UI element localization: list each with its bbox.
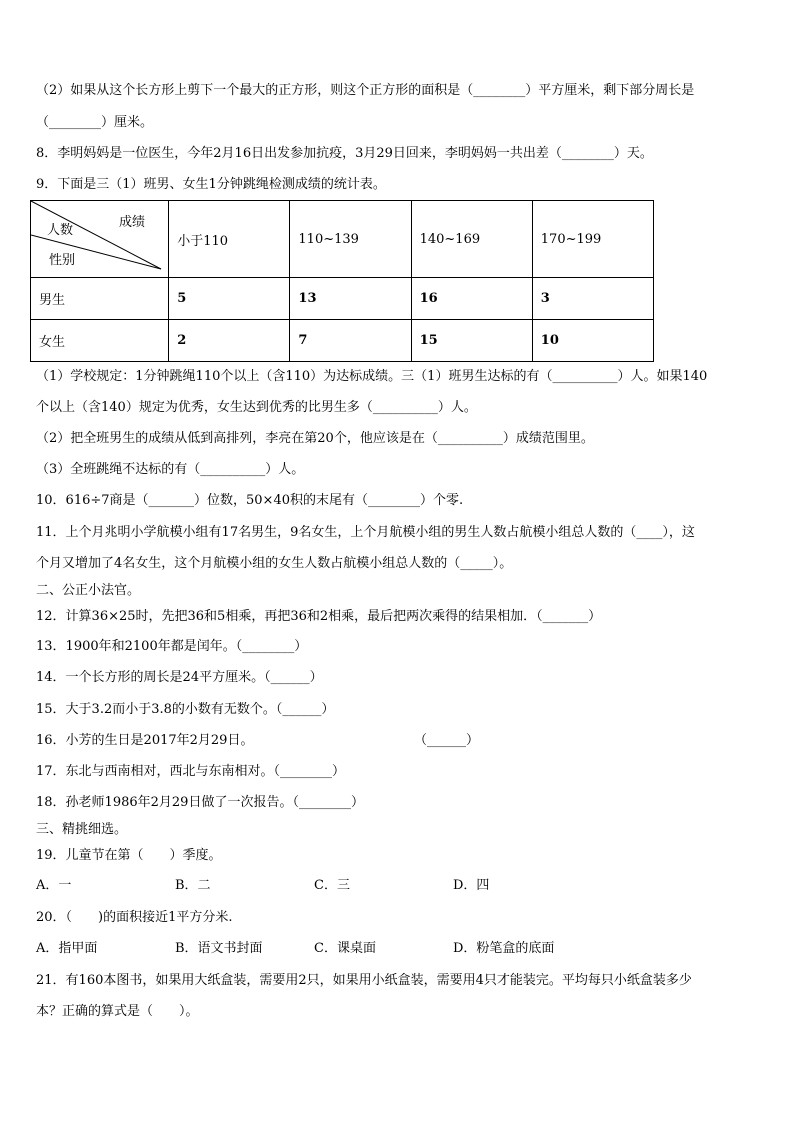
table-cell: 2 <box>169 320 290 362</box>
row-label: 女生 <box>31 320 169 362</box>
row-label: 男生 <box>31 278 169 320</box>
table-row-boys <box>31 278 654 320</box>
q19-option-b[interactable]: B．二 <box>175 878 211 893</box>
q20-option-a[interactable]: A．指甲面 <box>36 941 98 956</box>
column-header: 170~199 <box>532 201 653 278</box>
table-cell: 10 <box>532 320 653 362</box>
table-row-girls <box>31 320 654 362</box>
q7-part2-line2: （________）厘米。 <box>36 115 154 130</box>
table-cell: 5 <box>169 278 290 320</box>
q21-line2: 本？正确的算式是（ ）。 <box>36 1004 199 1019</box>
q20-option-d[interactable]: D．粉笔盒的底面 <box>453 941 555 956</box>
score-table <box>30 200 654 362</box>
q9-part1-line1: （1）学校规定：1分钟跳绳110个以上（含110）为达标成绩。三（1）班男生达标的有（__________）人。如果140 <box>36 369 708 384</box>
question-17: 17．东北与西南相对，西北与东南相对。（________） <box>36 764 346 779</box>
question-18: 18．孙老师1986年2月29日做了一次报告。（________） <box>36 795 364 810</box>
header-gender-label: 性别 <box>49 253 76 268</box>
header-count-label: 人数 <box>47 223 74 238</box>
question-9: 9．下面是三（1）班男、女生1分钟跳绳检测成绩的统计表。 <box>36 177 386 192</box>
question-19: 19．儿童节在第（ ）季度。 <box>36 848 222 863</box>
q19-option-c[interactable]: C．三 <box>314 878 350 893</box>
q9-part3: （3）全班跳绳不达标的有（__________）人。 <box>36 462 305 477</box>
table-cell: 3 <box>532 278 653 320</box>
q19-option-a[interactable]: A．一 <box>36 878 72 893</box>
column-header: 140~169 <box>411 201 532 278</box>
q19-option-d[interactable]: D．四 <box>453 878 490 893</box>
q9-part2: （2）把全班男生的成绩从低到高排列，李亮在第20个，他应该是在（__________）成绩范围里。 <box>36 431 594 446</box>
q11-line2: 个月又增加了4名女生，这个月航模小组的女生人数占航模小组总人数的（_____）。 <box>36 556 513 571</box>
table-header-diagonal-cell <box>31 201 169 278</box>
question-16: 16．小芳的生日是2017年2月29日。 <box>36 733 254 748</box>
question-15: 15．大于3.2而小于3.8的小数有无数个。（______） <box>36 702 335 717</box>
q16-answer-blank[interactable]: （______） <box>414 733 480 748</box>
q20-option-b[interactable]: B．语文书封面 <box>175 941 263 956</box>
q20-option-c[interactable]: C．课桌面 <box>314 941 376 956</box>
q9-part1-line2: 个以上（含140）规定为优秀，女生达到优秀的比男生多（__________）人。 <box>36 400 477 415</box>
question-20: 20．（ )的面积接近1平方分米. <box>36 910 233 925</box>
question-14: 14．一个长方形的周长是24平方厘米。（______） <box>36 670 323 685</box>
column-header: 110~139 <box>290 201 411 278</box>
table-cell: 13 <box>290 278 411 320</box>
table-cell: 16 <box>411 278 532 320</box>
table-cell: 15 <box>411 320 532 362</box>
q7-part2-line1: （2）如果从这个长方形上剪下一个最大的正方形，则这个正方形的面积是（________）平方厘米，剩下部分周长是 <box>36 83 695 98</box>
q21-line1: 21．有160本图书，如果用大纸盒装，需要用2只，如果用小纸盒装，需要用4只才能装完。平均每只小纸盒装多少 <box>36 973 692 988</box>
question-10: 10．616÷7商是（_______）位数，50×40积的末尾有（________）个零. <box>36 493 464 508</box>
q11-line1: 11．上个月兆明小学航模小组有17名男生，9名女生，上个月航模小组的男生人数占航模小组总人数的（____），这 <box>36 525 695 540</box>
question-13: 13．1900年和2100年都是闰年。（________） <box>36 639 308 654</box>
section-3-title: 三、精挑细选。 <box>36 822 128 837</box>
column-header: 小于110 <box>169 201 290 278</box>
header-score-label: 成绩 <box>119 215 146 230</box>
question-8: 8．李明妈妈是一位医生，今年2月16日出发参加抗疫，3月29日回来，李明妈妈一共出差（________）天。 <box>36 146 653 161</box>
question-12: 12．计算36×25时，先把36和5相乘，再把36和2相乘，最后把两次乘得的结果相加．（_______） <box>36 609 602 624</box>
section-2-title: 二、公正小法官。 <box>36 583 141 598</box>
table-cell: 7 <box>290 320 411 362</box>
